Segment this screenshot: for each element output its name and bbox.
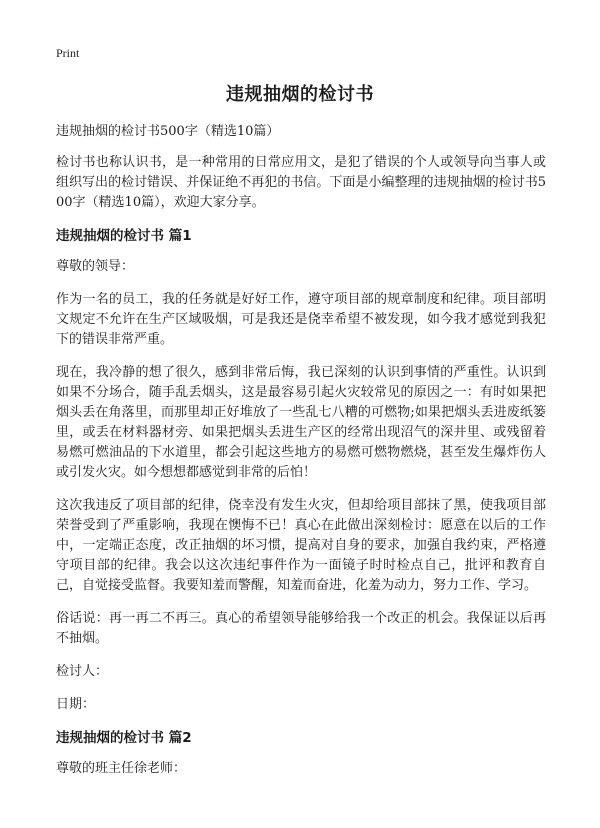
section-1-paragraph: 现在，我冷静的想了很久，感到非常后悔，我已深刻的认识到事情的严重性。认识到如果不分场合，随手乱丢烟头，这是最容易引起火灾较常见的原因之一：有时如果把烟头丢在角落里，而那里却正好堆放了一些乱七八糟的可燃物;如果把烟头丢进废纸篓里，或丢在材料器材旁、如果把烟头丢进生产区的经常出现沼气的深井里、或残留着易燃可燃油品的下水道里，都会引起这些地方的易燃可燃物燃烧，甚至发生爆炸伤人或引发火灾。如今想想都感觉到非常的后怕！ <box>56 365 546 480</box>
document-subtitle: 违规抽烟的检讨书500字（精选10篇） <box>56 124 280 139</box>
section-2-salutation: 尊敬的班主任徐老师： <box>56 761 187 776</box>
section-1-paragraph: 这次我违反了项目部的纪律，侥幸没有发生火灾，但却给项目部抹了黑，使我项目部荣誉受到了严重影响，我现在懊悔不已！真心在此做出深刻检讨：愿意在以后的工作中，一定端正态度，改正抽烟的坏习惯，提高对自身的要求，加强自我约束，严格遵守项目部的纪律。我会以这次违纪事件作为一面镜子时时检点自己，批评和教育自己，自觉接受监督。我要知羞而警醒，知羞而奋进，化羞为动力，努力工作、学习。 <box>56 498 546 593</box>
section-1-paragraph: 作为一名的员工，我的任务就是好好工作，遵守项目部的规章制度和纪律。项目部明文规定不允许在生产区域吸烟，可是我还是侥幸希望不被发现，如今我才感觉到我犯下的错误非常严重。 <box>56 292 546 347</box>
print-label: Print <box>56 46 80 60</box>
signature-label: 检讨人： <box>56 664 109 679</box>
section-2-heading: 违规抽烟的检讨书 篇2 <box>56 730 192 746</box>
section-1-heading: 违规抽烟的检讨书 篇1 <box>56 228 192 244</box>
section-1-paragraph: 俗话说：再一再二不再三。真心的希望领导能够给我一个改正的机会。我保证以后再不抽烟。 <box>56 611 546 646</box>
document-body <box>56 122 546 792</box>
date-label: 日期： <box>56 697 96 712</box>
document-title: 违规抽烟的检讨书 <box>226 84 374 105</box>
intro-paragraph: 检讨书也称认识书，是一种常用的日常应用文，是犯了错误的个人或领导向当事人或组织写出的检讨错误、并保证绝不再犯的书信。下面是小编整理的违规抽烟的检讨书500字（精选10篇），欢迎大家分享。 <box>56 155 546 210</box>
section-1-salutation: 尊敬的领导： <box>56 259 135 274</box>
